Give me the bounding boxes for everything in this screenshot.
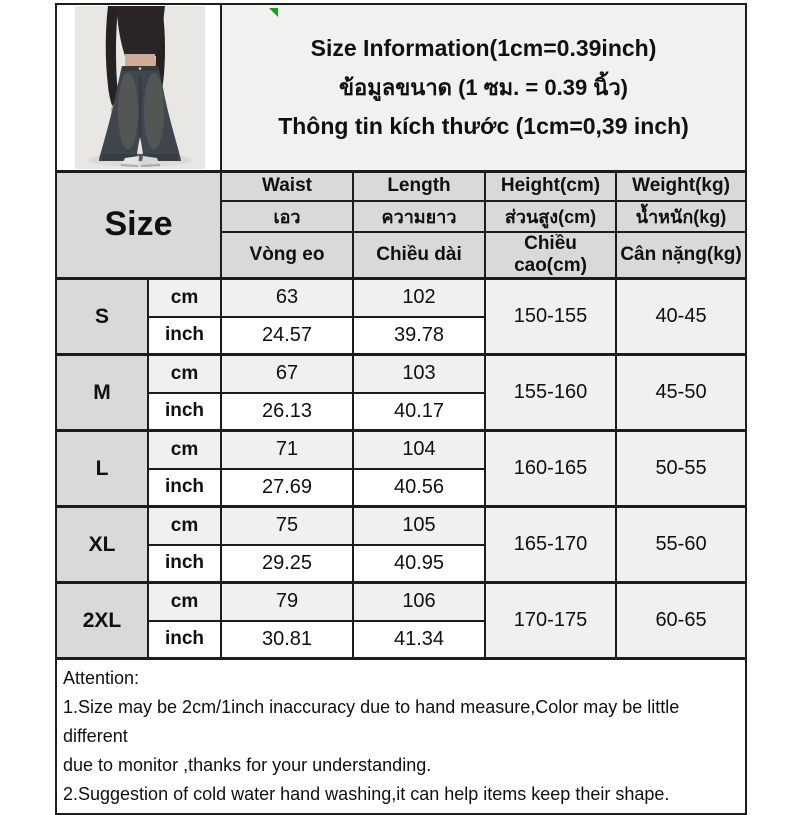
unit-inch: inch bbox=[148, 317, 221, 355]
unit-cm: cm bbox=[148, 355, 221, 393]
unit-inch: inch bbox=[148, 469, 221, 507]
unit-cm: cm bbox=[148, 431, 221, 469]
attention-line-1: 1.Size may be 2cm/1inch inaccuracy due to hand measure,Color may be little different bbox=[63, 697, 680, 746]
col-height-vi: Chiều cao(cm) bbox=[485, 232, 616, 279]
unit-inch: inch bbox=[148, 545, 221, 583]
product-photo-cell bbox=[56, 4, 221, 171]
height-xl: 165-170 bbox=[485, 507, 616, 583]
col-height-th: ส่วนสูง(cm) bbox=[485, 201, 616, 232]
attention-title: Attention: bbox=[63, 668, 140, 688]
size-label-m: M bbox=[56, 355, 148, 431]
weight-s: 40-45 bbox=[616, 279, 746, 355]
waist-inch-m: 26.13 bbox=[221, 393, 353, 431]
col-length-en: Length bbox=[353, 171, 485, 201]
waist-cm-xl: 75 bbox=[221, 507, 353, 545]
unit-cm: cm bbox=[148, 507, 221, 545]
length-inch-l: 40.56 bbox=[353, 469, 485, 507]
weight-l: 50-55 bbox=[616, 431, 746, 507]
waist-cm-s: 63 bbox=[221, 279, 353, 317]
attention-line-3: 2.Suggestion of cold water hand washing,it can help items keep their shape. bbox=[63, 784, 670, 804]
length-inch-s: 39.78 bbox=[353, 317, 485, 355]
col-weight-th: น้ำหนัก(kg) bbox=[616, 201, 746, 232]
size-chart-table bbox=[55, 3, 747, 815]
title-en: Size Information(1cm=0.39inch) bbox=[310, 34, 657, 61]
title-block bbox=[221, 4, 746, 171]
table-row bbox=[56, 431, 746, 469]
waist-inch-2xl: 30.81 bbox=[221, 621, 353, 659]
height-m: 155-160 bbox=[485, 355, 616, 431]
col-weight-vi: Cân nặng(kg) bbox=[616, 232, 746, 279]
length-cm-2xl: 106 bbox=[353, 583, 485, 621]
waist-cm-2xl: 79 bbox=[221, 583, 353, 621]
size-header: Size bbox=[56, 171, 221, 279]
col-waist-en: Waist bbox=[221, 171, 353, 201]
title-th: ข้อมูลขนาด (1 ซม. = 0.39 นิ้ว) bbox=[339, 74, 629, 100]
unit-cm: cm bbox=[148, 279, 221, 317]
height-l: 160-165 bbox=[485, 431, 616, 507]
length-inch-m: 40.17 bbox=[353, 393, 485, 431]
waist-inch-s: 24.57 bbox=[221, 317, 353, 355]
col-waist-vi: Vòng eo bbox=[221, 232, 353, 279]
size-label-2xl: 2XL bbox=[56, 583, 148, 659]
col-height-en: Height(cm) bbox=[485, 171, 616, 201]
col-weight-en: Weight(kg) bbox=[616, 171, 746, 201]
waist-cm-m: 67 bbox=[221, 355, 353, 393]
attention-line-2: due to monitor ,thanks for your understanding. bbox=[63, 755, 432, 775]
length-cm-s: 102 bbox=[353, 279, 485, 317]
col-length-th: ความยาว bbox=[353, 201, 485, 232]
product-photo bbox=[75, 6, 205, 169]
table-row bbox=[56, 355, 746, 393]
title-vi: Thông tin kích thước (1cm=0,39 inch) bbox=[278, 112, 689, 139]
table-row bbox=[56, 507, 746, 545]
size-label-s: S bbox=[56, 279, 148, 355]
table-row bbox=[56, 583, 746, 621]
waist-inch-xl: 29.25 bbox=[221, 545, 353, 583]
length-inch-2xl: 41.34 bbox=[353, 621, 485, 659]
height-2xl: 170-175 bbox=[485, 583, 616, 659]
waist-cm-l: 71 bbox=[221, 431, 353, 469]
size-chart-sheet bbox=[55, 3, 747, 815]
unit-cm: cm bbox=[148, 583, 221, 621]
length-inch-xl: 40.95 bbox=[353, 545, 485, 583]
attention-note bbox=[56, 659, 746, 815]
length-cm-xl: 105 bbox=[353, 507, 485, 545]
waist-inch-l: 27.69 bbox=[221, 469, 353, 507]
table-row bbox=[56, 279, 746, 317]
length-cm-m: 103 bbox=[353, 355, 485, 393]
size-label-xl: XL bbox=[56, 507, 148, 583]
weight-xl: 55-60 bbox=[616, 507, 746, 583]
col-waist-th: เอว bbox=[221, 201, 353, 232]
weight-m: 45-50 bbox=[616, 355, 746, 431]
weight-2xl: 60-65 bbox=[616, 583, 746, 659]
height-s: 150-155 bbox=[485, 279, 616, 355]
col-length-vi: Chiều dài bbox=[353, 232, 485, 279]
unit-inch: inch bbox=[148, 621, 221, 659]
unit-inch: inch bbox=[148, 393, 221, 431]
length-cm-l: 104 bbox=[353, 431, 485, 469]
size-label-l: L bbox=[56, 431, 148, 507]
